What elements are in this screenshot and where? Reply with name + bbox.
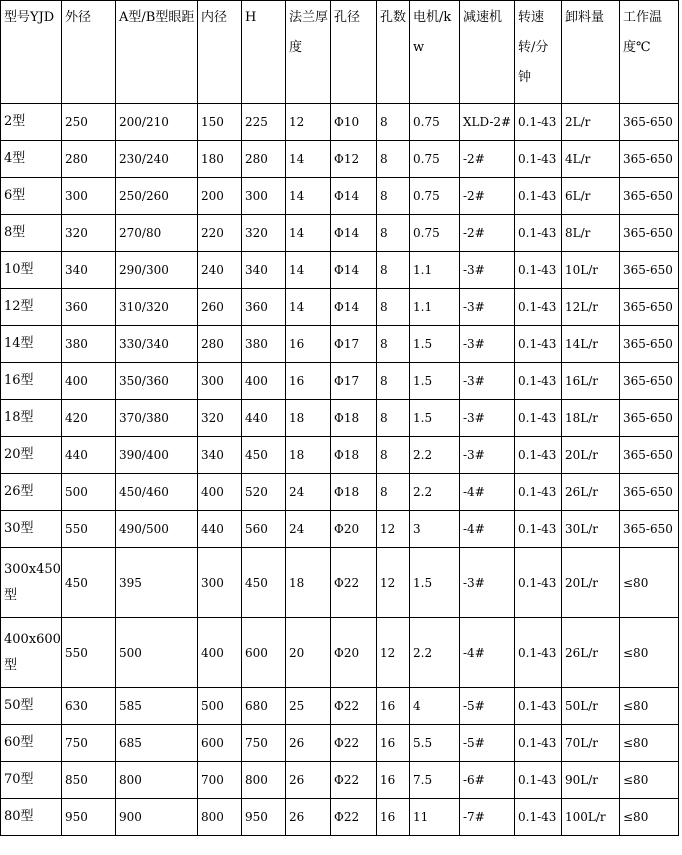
- cell-speed: 0.1-43: [515, 437, 562, 474]
- cell-motor-kw: 11: [410, 799, 460, 836]
- cell-speed: 0.1-43: [515, 799, 562, 836]
- cell-flange-thickness: 14: [286, 252, 331, 289]
- cell-motor-kw: 1.5: [410, 400, 460, 437]
- cell-discharge: 14L/r: [562, 326, 620, 363]
- cell-speed: 0.1-43: [515, 762, 562, 799]
- cell-reducer: -4#: [460, 511, 515, 548]
- cell-flange-thickness: 26: [286, 762, 331, 799]
- cell-hole-count: 12: [377, 548, 410, 618]
- cell-motor-kw: 0.75: [410, 215, 460, 252]
- cell-reducer: -5#: [460, 725, 515, 762]
- cell-outer-diameter: 400: [62, 363, 116, 400]
- column-header-hole-diameter: 孔径: [331, 1, 377, 104]
- cell-hole-distance: 290/300: [116, 252, 198, 289]
- cell-hole-distance: 200/210: [116, 104, 198, 141]
- cell-inner-diameter: 240: [198, 252, 242, 289]
- cell-outer-diameter: 300: [62, 178, 116, 215]
- cell-work-temp: 365-650: [620, 511, 679, 548]
- cell-motor-kw: 3: [410, 511, 460, 548]
- cell-work-temp: ≤80: [620, 548, 679, 618]
- cell-discharge: 26L/r: [562, 618, 620, 688]
- cell-reducer: -2#: [460, 178, 515, 215]
- cell-work-temp: 365-650: [620, 474, 679, 511]
- cell-model: 12型: [1, 289, 62, 326]
- cell-hole-distance: 490/500: [116, 511, 198, 548]
- cell-hole-diameter: Φ22: [331, 688, 377, 725]
- cell-speed: 0.1-43: [515, 326, 562, 363]
- cell-flange-thickness: 14: [286, 215, 331, 252]
- cell-hole-count: 8: [377, 104, 410, 141]
- cell-hole-distance: 585: [116, 688, 198, 725]
- cell-flange-thickness: 24: [286, 474, 331, 511]
- cell-height: 440: [242, 400, 286, 437]
- cell-reducer: -4#: [460, 618, 515, 688]
- cell-speed: 0.1-43: [515, 400, 562, 437]
- cell-hole-distance: 330/340: [116, 326, 198, 363]
- table-row: [1, 437, 679, 474]
- cell-reducer: -4#: [460, 474, 515, 511]
- cell-work-temp: 365-650: [620, 289, 679, 326]
- cell-height: 800: [242, 762, 286, 799]
- cell-hole-count: 8: [377, 252, 410, 289]
- cell-hole-count: 16: [377, 725, 410, 762]
- cell-hole-diameter: Φ14: [331, 289, 377, 326]
- cell-reducer: -3#: [460, 289, 515, 326]
- cell-model: 30型: [1, 511, 62, 548]
- cell-speed: 0.1-43: [515, 215, 562, 252]
- cell-hole-count: 8: [377, 363, 410, 400]
- cell-speed: 0.1-43: [515, 618, 562, 688]
- cell-outer-diameter: 550: [62, 511, 116, 548]
- cell-flange-thickness: 14: [286, 289, 331, 326]
- cell-hole-diameter: Φ17: [331, 326, 377, 363]
- cell-flange-thickness: 14: [286, 141, 331, 178]
- cell-work-temp: 365-650: [620, 400, 679, 437]
- cell-speed: 0.1-43: [515, 104, 562, 141]
- column-header-reducer: 减速机: [460, 1, 515, 104]
- cell-reducer: -3#: [460, 400, 515, 437]
- cell-work-temp: 365-650: [620, 215, 679, 252]
- cell-hole-distance: 450/460: [116, 474, 198, 511]
- cell-flange-thickness: 16: [286, 363, 331, 400]
- cell-height: 360: [242, 289, 286, 326]
- cell-reducer: -7#: [460, 799, 515, 836]
- cell-height: 300: [242, 178, 286, 215]
- cell-hole-diameter: Φ22: [331, 548, 377, 618]
- cell-speed: 0.1-43: [515, 141, 562, 178]
- table-row: [1, 104, 679, 141]
- cell-outer-diameter: 440: [62, 437, 116, 474]
- cell-hole-distance: 500: [116, 618, 198, 688]
- cell-inner-diameter: 150: [198, 104, 242, 141]
- cell-work-temp: 365-650: [620, 363, 679, 400]
- cell-discharge: 4L/r: [562, 141, 620, 178]
- cell-hole-distance: 350/360: [116, 363, 198, 400]
- cell-hole-diameter: Φ18: [331, 400, 377, 437]
- cell-hole-count: 8: [377, 437, 410, 474]
- cell-flange-thickness: 26: [286, 799, 331, 836]
- cell-model: 26型: [1, 474, 62, 511]
- cell-outer-diameter: 500: [62, 474, 116, 511]
- cell-flange-thickness: 16: [286, 326, 331, 363]
- cell-motor-kw: 2.2: [410, 474, 460, 511]
- cell-height: 680: [242, 688, 286, 725]
- cell-inner-diameter: 280: [198, 326, 242, 363]
- cell-speed: 0.1-43: [515, 548, 562, 618]
- cell-inner-diameter: 200: [198, 178, 242, 215]
- cell-discharge: 12L/r: [562, 289, 620, 326]
- cell-height: 950: [242, 799, 286, 836]
- cell-height: 400: [242, 363, 286, 400]
- cell-outer-diameter: 630: [62, 688, 116, 725]
- cell-outer-diameter: 280: [62, 141, 116, 178]
- cell-hole-count: 8: [377, 215, 410, 252]
- cell-model: 4型: [1, 141, 62, 178]
- cell-inner-diameter: 300: [198, 363, 242, 400]
- cell-motor-kw: 1.1: [410, 252, 460, 289]
- cell-speed: 0.1-43: [515, 178, 562, 215]
- cell-flange-thickness: 14: [286, 178, 331, 215]
- cell-hole-count: 12: [377, 618, 410, 688]
- cell-inner-diameter: 440: [198, 511, 242, 548]
- cell-inner-diameter: 220: [198, 215, 242, 252]
- cell-height: 380: [242, 326, 286, 363]
- cell-hole-distance: 390/400: [116, 437, 198, 474]
- cell-flange-thickness: 18: [286, 548, 331, 618]
- cell-outer-diameter: 360: [62, 289, 116, 326]
- cell-hole-distance: 250/260: [116, 178, 198, 215]
- cell-work-temp: 365-650: [620, 104, 679, 141]
- cell-outer-diameter: 320: [62, 215, 116, 252]
- cell-speed: 0.1-43: [515, 363, 562, 400]
- column-header-flange-thickness: 法兰厚度: [286, 1, 331, 104]
- cell-hole-diameter: Φ22: [331, 762, 377, 799]
- cell-motor-kw: 5.5: [410, 725, 460, 762]
- cell-model: 20型: [1, 437, 62, 474]
- cell-height: 450: [242, 437, 286, 474]
- table-row: [1, 548, 679, 618]
- cell-discharge: 10L/r: [562, 252, 620, 289]
- table-body: [1, 104, 679, 836]
- cell-hole-distance: 800: [116, 762, 198, 799]
- cell-motor-kw: 2.2: [410, 618, 460, 688]
- cell-discharge: 90L/r: [562, 762, 620, 799]
- cell-outer-diameter: 850: [62, 762, 116, 799]
- cell-inner-diameter: 600: [198, 725, 242, 762]
- cell-speed: 0.1-43: [515, 725, 562, 762]
- table-row: [1, 215, 679, 252]
- cell-flange-thickness: 25: [286, 688, 331, 725]
- cell-model: 14型: [1, 326, 62, 363]
- cell-motor-kw: 2.2: [410, 437, 460, 474]
- cell-hole-count: 8: [377, 400, 410, 437]
- cell-discharge: 30L/r: [562, 511, 620, 548]
- cell-discharge: 18L/r: [562, 400, 620, 437]
- table-row: [1, 688, 679, 725]
- cell-speed: 0.1-43: [515, 474, 562, 511]
- cell-motor-kw: 1.5: [410, 548, 460, 618]
- cell-hole-diameter: Φ18: [331, 437, 377, 474]
- cell-work-temp: ≤80: [620, 725, 679, 762]
- cell-speed: 0.1-43: [515, 252, 562, 289]
- cell-hole-distance: 370/380: [116, 400, 198, 437]
- cell-hole-count: 12: [377, 511, 410, 548]
- cell-work-temp: 365-650: [620, 252, 679, 289]
- cell-hole-distance: 395: [116, 548, 198, 618]
- cell-inner-diameter: 400: [198, 474, 242, 511]
- cell-reducer: -2#: [460, 215, 515, 252]
- table-row: [1, 762, 679, 799]
- cell-work-temp: 365-650: [620, 178, 679, 215]
- cell-reducer: XLD-2#: [460, 104, 515, 141]
- table-row: [1, 400, 679, 437]
- cell-reducer: -3#: [460, 437, 515, 474]
- cell-reducer: -2#: [460, 141, 515, 178]
- cell-flange-thickness: 26: [286, 725, 331, 762]
- cell-speed: 0.1-43: [515, 511, 562, 548]
- cell-model: 16型: [1, 363, 62, 400]
- table-row: [1, 363, 679, 400]
- cell-hole-diameter: Φ20: [331, 511, 377, 548]
- cell-model: 70型: [1, 762, 62, 799]
- cell-hole-diameter: Φ14: [331, 215, 377, 252]
- cell-reducer: -3#: [460, 548, 515, 618]
- cell-hole-count: 16: [377, 762, 410, 799]
- cell-model: 10型: [1, 252, 62, 289]
- column-header-speed: 转速转/分钟: [515, 1, 562, 104]
- cell-model: 80型: [1, 799, 62, 836]
- cell-inner-diameter: 260: [198, 289, 242, 326]
- cell-hole-diameter: Φ22: [331, 725, 377, 762]
- cell-hole-distance: 685: [116, 725, 198, 762]
- cell-reducer: -3#: [460, 326, 515, 363]
- cell-motor-kw: 1.5: [410, 363, 460, 400]
- column-header-model: 型号YJD: [1, 1, 62, 104]
- cell-hole-count: 8: [377, 289, 410, 326]
- cell-height: 560: [242, 511, 286, 548]
- cell-motor-kw: 4: [410, 688, 460, 725]
- cell-discharge: 100L/r: [562, 799, 620, 836]
- cell-reducer: -3#: [460, 252, 515, 289]
- cell-discharge: 20L/r: [562, 548, 620, 618]
- cell-hole-diameter: Φ10: [331, 104, 377, 141]
- table-row: [1, 511, 679, 548]
- cell-inner-diameter: 340: [198, 437, 242, 474]
- cell-model: 300x450型: [1, 548, 62, 618]
- cell-model: 400x600型: [1, 618, 62, 688]
- header-row: [1, 1, 679, 104]
- cell-motor-kw: 1.1: [410, 289, 460, 326]
- cell-speed: 0.1-43: [515, 688, 562, 725]
- cell-height: 340: [242, 252, 286, 289]
- cell-model: 8型: [1, 215, 62, 252]
- cell-flange-thickness: 18: [286, 400, 331, 437]
- cell-inner-diameter: 400: [198, 618, 242, 688]
- cell-motor-kw: 7.5: [410, 762, 460, 799]
- table-header: [1, 1, 679, 104]
- cell-hole-diameter: Φ20: [331, 618, 377, 688]
- cell-hole-count: 8: [377, 326, 410, 363]
- cell-motor-kw: 0.75: [410, 141, 460, 178]
- cell-discharge: 16L/r: [562, 363, 620, 400]
- cell-outer-diameter: 450: [62, 548, 116, 618]
- cell-flange-thickness: 18: [286, 437, 331, 474]
- cell-hole-count: 8: [377, 178, 410, 215]
- cell-inner-diameter: 700: [198, 762, 242, 799]
- column-header-hole-distance: A型/B型眼距: [116, 1, 198, 104]
- cell-outer-diameter: 750: [62, 725, 116, 762]
- column-header-motor-kw: 电机/kw: [410, 1, 460, 104]
- cell-model: 18型: [1, 400, 62, 437]
- cell-hole-diameter: Φ14: [331, 252, 377, 289]
- cell-outer-diameter: 550: [62, 618, 116, 688]
- table-row: [1, 141, 679, 178]
- table-row: [1, 799, 679, 836]
- cell-inner-diameter: 320: [198, 400, 242, 437]
- cell-work-temp: 365-650: [620, 141, 679, 178]
- cell-discharge: 20L/r: [562, 437, 620, 474]
- cell-motor-kw: 0.75: [410, 178, 460, 215]
- cell-hole-diameter: Φ14: [331, 178, 377, 215]
- cell-work-temp: ≤80: [620, 762, 679, 799]
- cell-outer-diameter: 950: [62, 799, 116, 836]
- cell-hole-count: 8: [377, 474, 410, 511]
- column-header-work-temp: 工作温度℃: [620, 1, 679, 104]
- cell-reducer: -5#: [460, 688, 515, 725]
- cell-model: 60型: [1, 725, 62, 762]
- cell-flange-thickness: 12: [286, 104, 331, 141]
- cell-hole-distance: 900: [116, 799, 198, 836]
- cell-reducer: -6#: [460, 762, 515, 799]
- cell-flange-thickness: 24: [286, 511, 331, 548]
- table-row: [1, 618, 679, 688]
- cell-inner-diameter: 500: [198, 688, 242, 725]
- table-row: [1, 289, 679, 326]
- column-header-discharge: 卸料量: [562, 1, 620, 104]
- cell-flange-thickness: 20: [286, 618, 331, 688]
- cell-discharge: 6L/r: [562, 178, 620, 215]
- cell-model: 2型: [1, 104, 62, 141]
- cell-work-temp: ≤80: [620, 618, 679, 688]
- cell-height: 750: [242, 725, 286, 762]
- cell-inner-diameter: 180: [198, 141, 242, 178]
- cell-height: 225: [242, 104, 286, 141]
- table-row: [1, 252, 679, 289]
- column-header-inner-diameter: 内径: [198, 1, 242, 104]
- cell-discharge: 50L/r: [562, 688, 620, 725]
- cell-hole-distance: 230/240: [116, 141, 198, 178]
- cell-inner-diameter: 800: [198, 799, 242, 836]
- cell-speed: 0.1-43: [515, 289, 562, 326]
- cell-work-temp: 365-650: [620, 326, 679, 363]
- cell-discharge: 26L/r: [562, 474, 620, 511]
- table-row: [1, 326, 679, 363]
- cell-model: 50型: [1, 688, 62, 725]
- cell-work-temp: ≤80: [620, 688, 679, 725]
- cell-height: 520: [242, 474, 286, 511]
- cell-hole-count: 8: [377, 141, 410, 178]
- cell-motor-kw: 1.5: [410, 326, 460, 363]
- cell-hole-distance: 270/80: [116, 215, 198, 252]
- table-row: [1, 178, 679, 215]
- cell-motor-kw: 0.75: [410, 104, 460, 141]
- cell-hole-count: 16: [377, 688, 410, 725]
- cell-inner-diameter: 300: [198, 548, 242, 618]
- column-header-height: H: [242, 1, 286, 104]
- cell-work-temp: 365-650: [620, 437, 679, 474]
- cell-discharge: 70L/r: [562, 725, 620, 762]
- cell-hole-diameter: Φ17: [331, 363, 377, 400]
- cell-hole-distance: 310/320: [116, 289, 198, 326]
- cell-model: 6型: [1, 178, 62, 215]
- cell-hole-count: 16: [377, 799, 410, 836]
- cell-height: 320: [242, 215, 286, 252]
- cell-work-temp: ≤80: [620, 799, 679, 836]
- cell-outer-diameter: 250: [62, 104, 116, 141]
- cell-reducer: -3#: [460, 363, 515, 400]
- cell-outer-diameter: 340: [62, 252, 116, 289]
- cell-hole-diameter: Φ12: [331, 141, 377, 178]
- table-row: [1, 725, 679, 762]
- column-header-hole-count: 孔数: [377, 1, 410, 104]
- cell-outer-diameter: 420: [62, 400, 116, 437]
- column-header-outer-diameter: 外径: [62, 1, 116, 104]
- table-row: [1, 474, 679, 511]
- cell-discharge: 2L/r: [562, 104, 620, 141]
- cell-height: 450: [242, 548, 286, 618]
- cell-hole-diameter: Φ18: [331, 474, 377, 511]
- cell-hole-diameter: Φ22: [331, 799, 377, 836]
- cell-outer-diameter: 380: [62, 326, 116, 363]
- cell-discharge: 8L/r: [562, 215, 620, 252]
- cell-height: 280: [242, 141, 286, 178]
- cell-height: 600: [242, 618, 286, 688]
